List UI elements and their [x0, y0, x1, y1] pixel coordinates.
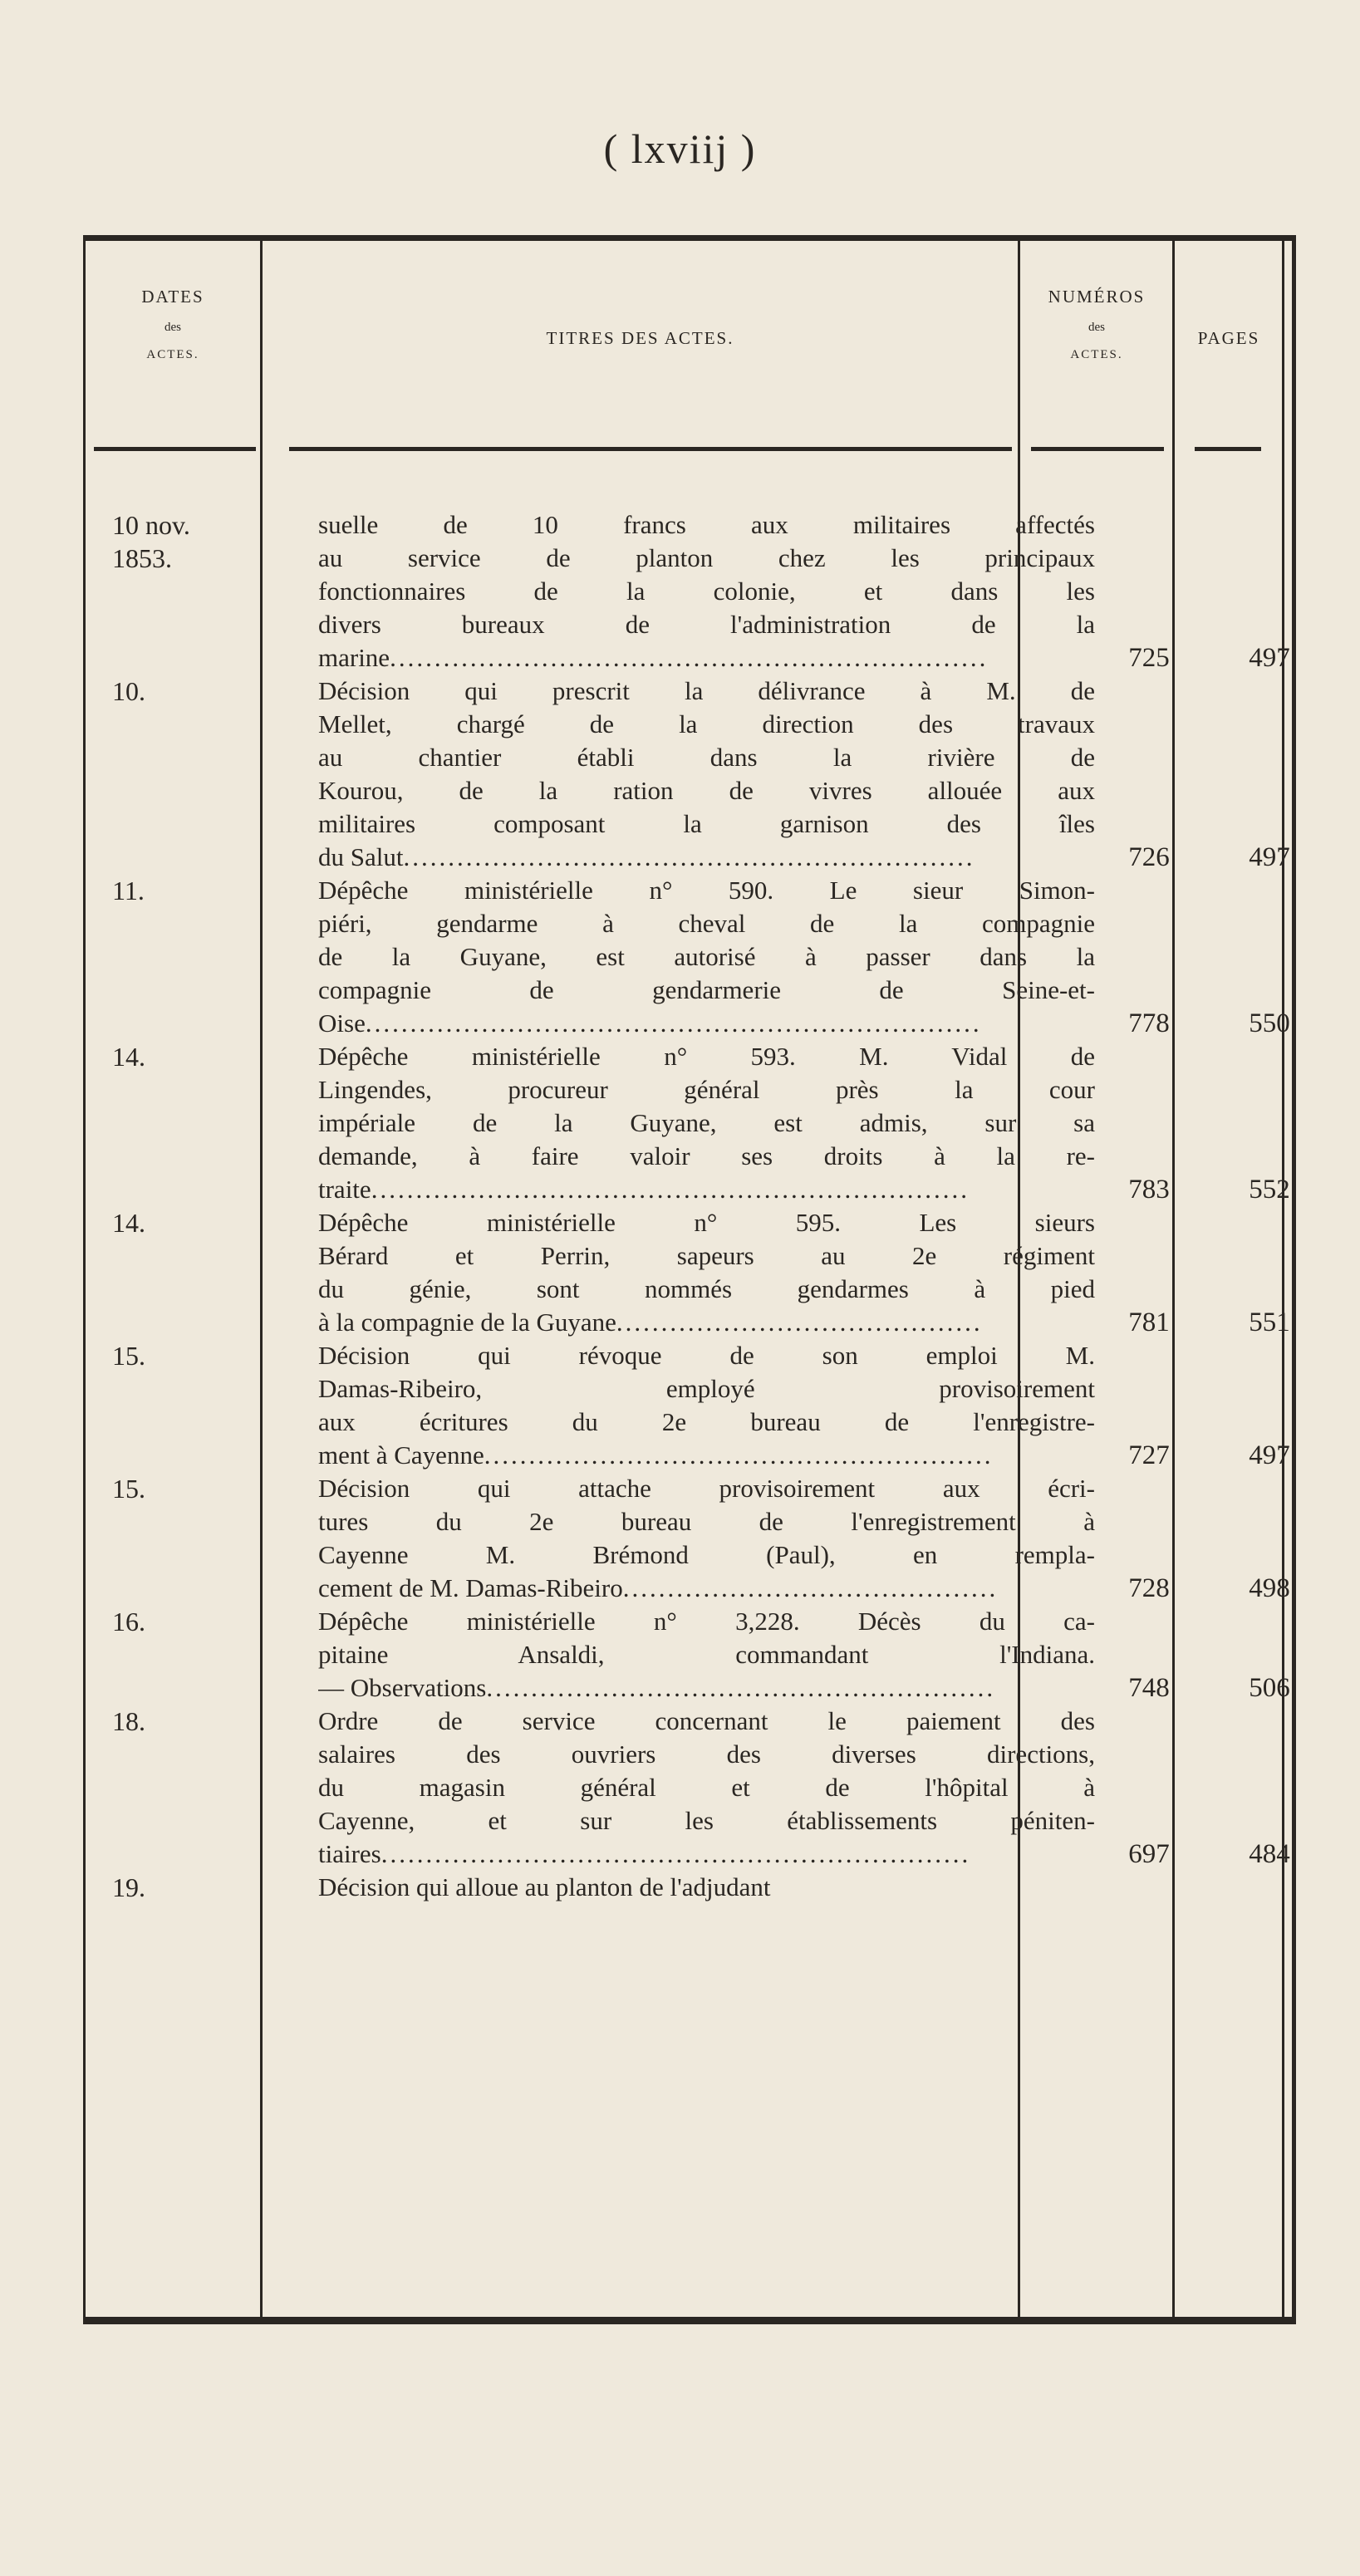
- entry-numero: 728: [1128, 1573, 1170, 1603]
- dot-leader: ..................................................................: [381, 1839, 971, 1868]
- entry-numero: 697: [1128, 1839, 1170, 1869]
- entry-title-line: Ordre de service concernant le paiement des: [318, 1706, 1095, 1735]
- column-divider: [1172, 241, 1175, 2317]
- entry-title-line: Dépêche ministérielle n° 3,228. Décès du ca-: [318, 1607, 1095, 1636]
- dot-leader: ...................................................................: [371, 1175, 970, 1204]
- entry-date: [112, 508, 190, 575]
- entry-title-line: Mellet, chargé de la direction des travaux: [318, 709, 1095, 738]
- entry-title-line: fonctionnaires de la colonie, et dans les: [318, 577, 1095, 606]
- entry-title-line: Dépêche ministérielle n° 593. M. Vidal de: [318, 1042, 1095, 1071]
- entry-title-line: Décision qui alloue au planton de l'adjudant: [318, 1872, 771, 1901]
- entry-title-line: à la compagnie de la Guyane.........................................: [318, 1308, 983, 1337]
- entry-title-line: cement de M. Damas-Ribeiro..........................................: [318, 1573, 999, 1602]
- entry-page: 498: [1249, 1573, 1290, 1603]
- entry-date: [112, 1871, 145, 1904]
- entry-date-line: 10.: [112, 676, 145, 706]
- entry-title-line: demande, à faire valoir ses droits à la re-: [318, 1141, 1095, 1170]
- entry-title-line: Bérard et Perrin, sapeurs au 2e régiment: [318, 1241, 1095, 1270]
- entry-title-line: impériale de la Guyane, est admis, sur sa: [318, 1108, 1095, 1137]
- entry-date: [112, 1705, 145, 1738]
- entry-title-line: tiaires..................................................................: [318, 1839, 971, 1868]
- entry-title-line: de la Guyane, est autorisé à passer dans la: [318, 942, 1095, 971]
- entry-title-line: Lingendes, procureur général près la cour: [318, 1075, 1095, 1104]
- entry-date-line: 10 nov.: [112, 510, 190, 540]
- entry-date-line: 15.: [112, 1341, 145, 1371]
- entry-date: [112, 1040, 145, 1073]
- entry-page: 551: [1249, 1308, 1290, 1337]
- entry-title: [318, 675, 1095, 874]
- dot-leader: ...................................................................: [390, 643, 989, 672]
- entry-title-line: Damas-Ribeiro, employé provisoirement: [318, 1374, 1095, 1403]
- entry-title-line: Décision qui révoque de son emploi M.: [318, 1341, 1095, 1370]
- dot-leader: ................................................................: [403, 842, 975, 871]
- entry-title-line: du magasin général et de l'hôpital à: [318, 1773, 1095, 1802]
- entry-title-line: du génie, sont nommés gendarmes à pied: [318, 1274, 1095, 1303]
- entry-numero: 778: [1128, 1008, 1170, 1038]
- entry-title-line: salaires des ouvriers des diverses directions,: [318, 1739, 1095, 1769]
- entry-date-line: 14.: [112, 1208, 145, 1238]
- entry-title: [318, 874, 1095, 1040]
- index-table: [83, 235, 1296, 2324]
- entry-title-line: marine...................................................................: [318, 643, 989, 672]
- entry-title-line: du Salut................................................................: [318, 842, 975, 871]
- entry-date-line: 14.: [112, 1042, 145, 1072]
- entry-numero: 725: [1128, 643, 1170, 673]
- entry-title-line: au service de planton chez les principaux: [318, 543, 1095, 572]
- entry-title-line: pitaine Ansaldi, commandant l'Indiana.: [318, 1640, 1095, 1669]
- entry-page: 506: [1249, 1673, 1290, 1703]
- entry-page: 552: [1249, 1175, 1290, 1205]
- entry-title-line: Décision qui attache provisoirement aux écri-: [318, 1474, 1095, 1503]
- header-pages: PAGES: [1197, 328, 1260, 348]
- entry-date-line: 1853.: [112, 543, 172, 573]
- dot-leader: ..........................................: [622, 1573, 999, 1602]
- page-title: ( lxviij ): [603, 125, 757, 172]
- entry-date-line: 15.: [112, 1474, 145, 1504]
- entry-date: [112, 1472, 145, 1505]
- dot-leader: .....................................................................: [365, 1008, 982, 1038]
- entry-title-line: aux écritures du 2e bureau de l'enregistre-: [318, 1407, 1095, 1436]
- entry-title-line: Cayenne M. Brémond (Paul), en rempla-: [318, 1540, 1095, 1569]
- dot-leader: .........................................................: [486, 1673, 996, 1702]
- header-rule: [94, 447, 256, 451]
- entry-title: [318, 1339, 1095, 1472]
- entry-title: [318, 508, 1095, 675]
- entry-numero: 783: [1128, 1175, 1170, 1205]
- dot-leader: .........................................................: [484, 1440, 994, 1470]
- entry-title-line: tures du 2e bureau de l'enregistrement à: [318, 1507, 1095, 1536]
- header-titres: TITRES DES ACTES.: [546, 328, 734, 348]
- dot-leader: .........................................: [616, 1308, 983, 1337]
- column-divider: [1282, 241, 1284, 2317]
- header-rule: [289, 447, 1012, 451]
- entry-numero: 748: [1128, 1673, 1170, 1703]
- entry-date: [112, 1605, 145, 1638]
- entry-numero: 727: [1128, 1440, 1170, 1470]
- entry-title-line: Décision qui prescrit la délivrance à M. de: [318, 676, 1095, 705]
- entry-page: 550: [1249, 1008, 1290, 1038]
- entry-title-line: suelle de 10 francs aux militaires affectés: [318, 510, 1095, 539]
- entry-title: [318, 1705, 1095, 1871]
- entry-title-line: militaires composant la garnison des îles: [318, 809, 1095, 838]
- entry-date-line: 19.: [112, 1872, 145, 1902]
- header-rule: [1195, 447, 1261, 451]
- entry-title-line: compagnie de gendarmerie de Seine-et-: [318, 975, 1095, 1004]
- entry-title-line: ment à Cayenne.........................................................: [318, 1440, 994, 1470]
- entry-title-line: divers bureaux de l'administration de la: [318, 610, 1095, 639]
- entry-title: [318, 1040, 1095, 1206]
- header-rule: [1031, 447, 1164, 451]
- entry-title: [318, 1472, 1095, 1605]
- entry-title-line: au chantier établi dans la rivière de: [318, 743, 1095, 772]
- entry-title-line: Oise.....................................................................: [318, 1008, 982, 1038]
- entry-numero: 726: [1128, 842, 1170, 872]
- entry-page: 497: [1249, 1440, 1290, 1470]
- column-divider: [260, 241, 263, 2317]
- entry-title: [318, 1605, 1095, 1705]
- entry-title: [318, 1206, 1095, 1339]
- entry-title: [318, 1871, 1095, 1904]
- entry-title-line: Dépêche ministérielle n° 595. Les sieurs: [318, 1208, 1095, 1237]
- entry-date-line: 18.: [112, 1706, 145, 1736]
- entry-page: 497: [1249, 643, 1290, 673]
- entry-numero: 781: [1128, 1308, 1170, 1337]
- entry-date-line: 11.: [112, 876, 145, 905]
- entry-title-line: Dépêche ministérielle n° 590. Le sieur Simon-: [318, 876, 1095, 905]
- entry-title-line: piéri, gendarme à cheval de la compagnie: [318, 909, 1095, 938]
- header-dates: DATES des ACTES.: [141, 287, 204, 361]
- entry-date-line: 16.: [112, 1607, 145, 1636]
- entry-date: [112, 1339, 145, 1372]
- entry-date: [112, 874, 145, 907]
- header-numeros: NUMÉROS des ACTES.: [1048, 287, 1146, 361]
- entry-title-line: traite...................................................................: [318, 1175, 970, 1204]
- entry-title-line: Kourou, de la ration de vivres allouée aux: [318, 776, 1095, 805]
- entry-date: [112, 1206, 145, 1239]
- entry-title-line: Cayenne, et sur les établissements péniten-: [318, 1806, 1095, 1835]
- entry-page: 497: [1249, 842, 1290, 872]
- entry-page: 484: [1249, 1839, 1290, 1869]
- entry-date: [112, 675, 145, 708]
- entry-title-line: — Observations.........................................................: [318, 1673, 996, 1702]
